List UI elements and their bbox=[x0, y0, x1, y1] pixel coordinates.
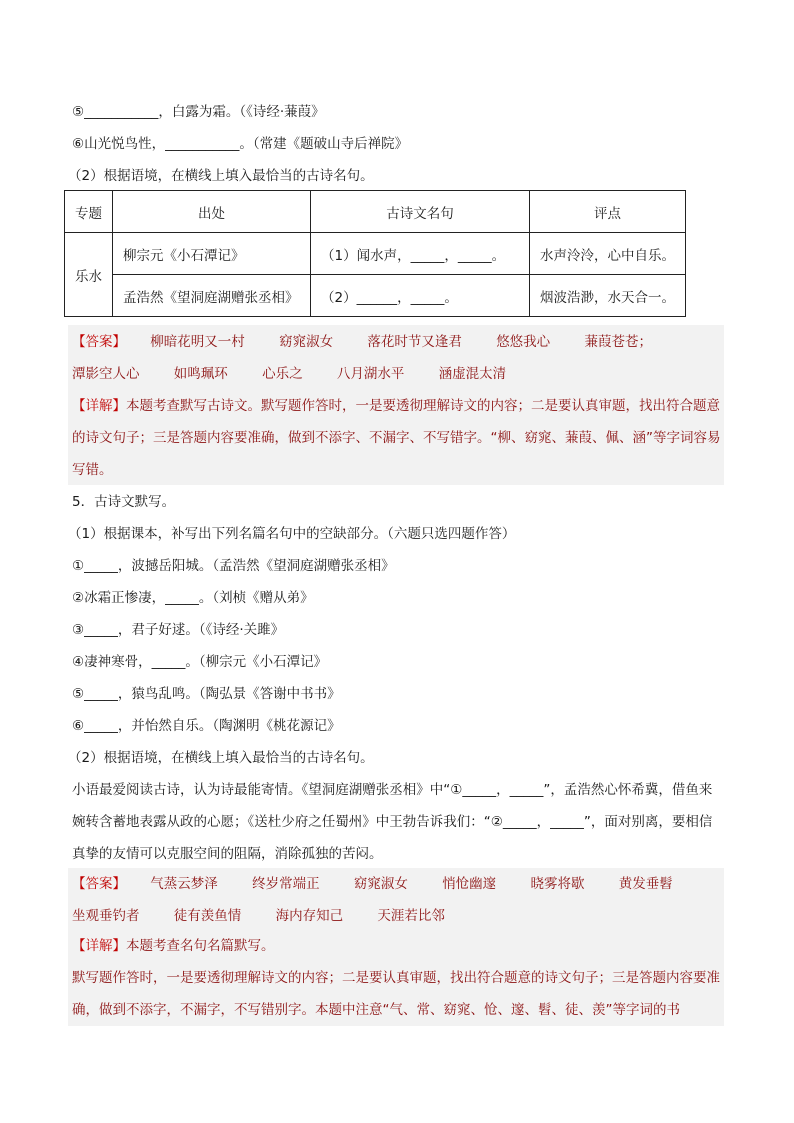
answer-item: 终岁常端正 bbox=[252, 876, 320, 892]
answer-tag: 【答案】 bbox=[72, 876, 126, 892]
q5-item-2: ②冰霜正惨凄，_____。（刘桢《赠从弟》 bbox=[72, 590, 314, 606]
answer-item: 窈窕淑女 bbox=[279, 334, 334, 350]
answer-item: 八月湖水平 bbox=[336, 366, 405, 382]
comment-cell: 水声泠泠，心中自乐。 bbox=[530, 233, 686, 275]
answer-block-1 bbox=[68, 325, 724, 485]
verse-cell: （1）闻水声，_____，_____。 bbox=[311, 233, 530, 275]
answer-row-1 bbox=[72, 874, 673, 894]
q5-item-4: ④凄神寒骨，_____。（柳宗元《小石潭记》 bbox=[72, 654, 328, 670]
detail-tag: 【详解】 bbox=[72, 398, 126, 414]
source-cell: 孟浩然《望洞庭湖赠张丞相》 bbox=[113, 275, 311, 317]
answer-item: 柳暗花明又一村 bbox=[150, 334, 245, 350]
answer-item: 如鸣珮环 bbox=[173, 366, 228, 382]
table-row bbox=[65, 275, 686, 317]
fill-line-5: ⑤___________，白露为霜。（《诗经·蒹葭》 bbox=[72, 104, 325, 120]
header-verse: 古诗文名句 bbox=[311, 191, 530, 233]
poem-table bbox=[64, 190, 686, 317]
answer-item: 涵虚混太清 bbox=[438, 366, 507, 382]
sub-question-2: （2）根据语境，在横线上填入最恰当的古诗名句。 bbox=[68, 168, 374, 184]
answer-item: 徒有羡鱼情 bbox=[173, 908, 242, 924]
detail-2-body: 默写题作答时，一是要透彻理解诗文的内容；二是要认真审题，找出符合题意的诗文句子；三是答题内容要准确，做到不添字，不漏字，不写错别字。本题中注意“气、常、窈窕、怆、邃、髫、徒、羡”等字词的书 bbox=[72, 970, 720, 1018]
answer-item: 天涯若比邻 bbox=[377, 908, 445, 924]
detail-1 bbox=[72, 390, 722, 486]
answer-item: 心乐之 bbox=[262, 366, 303, 382]
table-row bbox=[65, 233, 686, 275]
answer-tag: 【答案】 bbox=[72, 334, 126, 350]
q5-item-5: ⑤_____，猿鸟乱鸣。（陶弘景《答谢中书书》 bbox=[72, 686, 341, 702]
detail-tag: 【详解】 bbox=[72, 938, 126, 954]
q5-item-1: ①_____，波撼岳阳城。（孟浩然《望洞庭湖赠张丞相》 bbox=[72, 558, 395, 574]
q5-sub2: （2）根据语境，在横线上填入最恰当的古诗名句。 bbox=[68, 750, 374, 766]
header-comment: 评点 bbox=[530, 191, 686, 233]
answer-item: 蒹葭苍苍； bbox=[584, 334, 652, 350]
answer-item: 落花时节又逢君 bbox=[367, 334, 462, 350]
q5-item-6: ⑥_____，并怡然自乐。（陶渊明《桃花源记》 bbox=[72, 718, 341, 734]
question-5-title: 5．古诗文默写。 bbox=[72, 494, 176, 510]
answer-item: 窈窕淑女 bbox=[353, 876, 408, 892]
q5-paragraph: 小语最爱阅读古诗，认为诗最能寄情。《望洞庭湖赠张丞相》中“①_____，_____”，孟浩然心怀希冀，借鱼来婉转含蓄地表露从政的心愿；《送杜少府之任蜀州》中王勃告诉我们：“②_____，_____”，面对别离，要相信真挚的友情可以克服空间的阻隔，消除孤独的苦闷。 bbox=[72, 782, 713, 862]
answer-item: 晓雾将歇 bbox=[530, 876, 585, 892]
q5-item-3: ③_____，君子好逑。（《诗经·关雎》 bbox=[72, 622, 285, 638]
answer-item: 黄发垂髫 bbox=[618, 876, 673, 892]
detail-text: 本题考查默写古诗文。默写题作答时，一是要透彻理解诗文的内容；二是要认真审题，找出符合题意的诗文句子；三是答题内容要准确，做到不添字、不漏字、不写错字。“柳、窈窕、蒹葭、佩、涵”等字词容易写错。 bbox=[72, 398, 721, 478]
detail-line: 本题考查名句名篇默写。 bbox=[126, 938, 275, 954]
header-theme: 专题 bbox=[65, 191, 113, 233]
answer-item: 悠悠我心 bbox=[496, 334, 551, 350]
source-cell: 柳宗元《小石潭记》 bbox=[113, 233, 311, 275]
verse-cell: （2）______，_____。 bbox=[311, 275, 530, 317]
q5-sub1: （1）根据课本，补写出下列名篇名句中的空缺部分。（六题只选四题作答） bbox=[68, 526, 516, 542]
detail-2-header bbox=[72, 930, 722, 962]
header-source: 出处 bbox=[113, 191, 311, 233]
answer-item: 坐观垂钓者 bbox=[72, 908, 140, 924]
answer-row-2 bbox=[72, 364, 506, 384]
comment-cell: 烟波浩渺，水天合一。 bbox=[530, 275, 686, 317]
fill-line-6: ⑥山光悦鸟性，___________。（常建《题破山寺后禅院》 bbox=[72, 136, 409, 152]
answer-item: 潭影空人心 bbox=[72, 366, 140, 382]
answer-block-2 bbox=[68, 868, 724, 1026]
answer-row-2 bbox=[72, 906, 445, 926]
answer-item: 悄怆幽邃 bbox=[442, 876, 497, 892]
answer-row-1 bbox=[72, 332, 652, 352]
theme-cell: 乐水 bbox=[65, 233, 113, 317]
answer-item: 海内存知己 bbox=[275, 908, 344, 924]
answer-item: 气蒸云梦泽 bbox=[150, 876, 218, 892]
table-header-row bbox=[65, 191, 686, 233]
